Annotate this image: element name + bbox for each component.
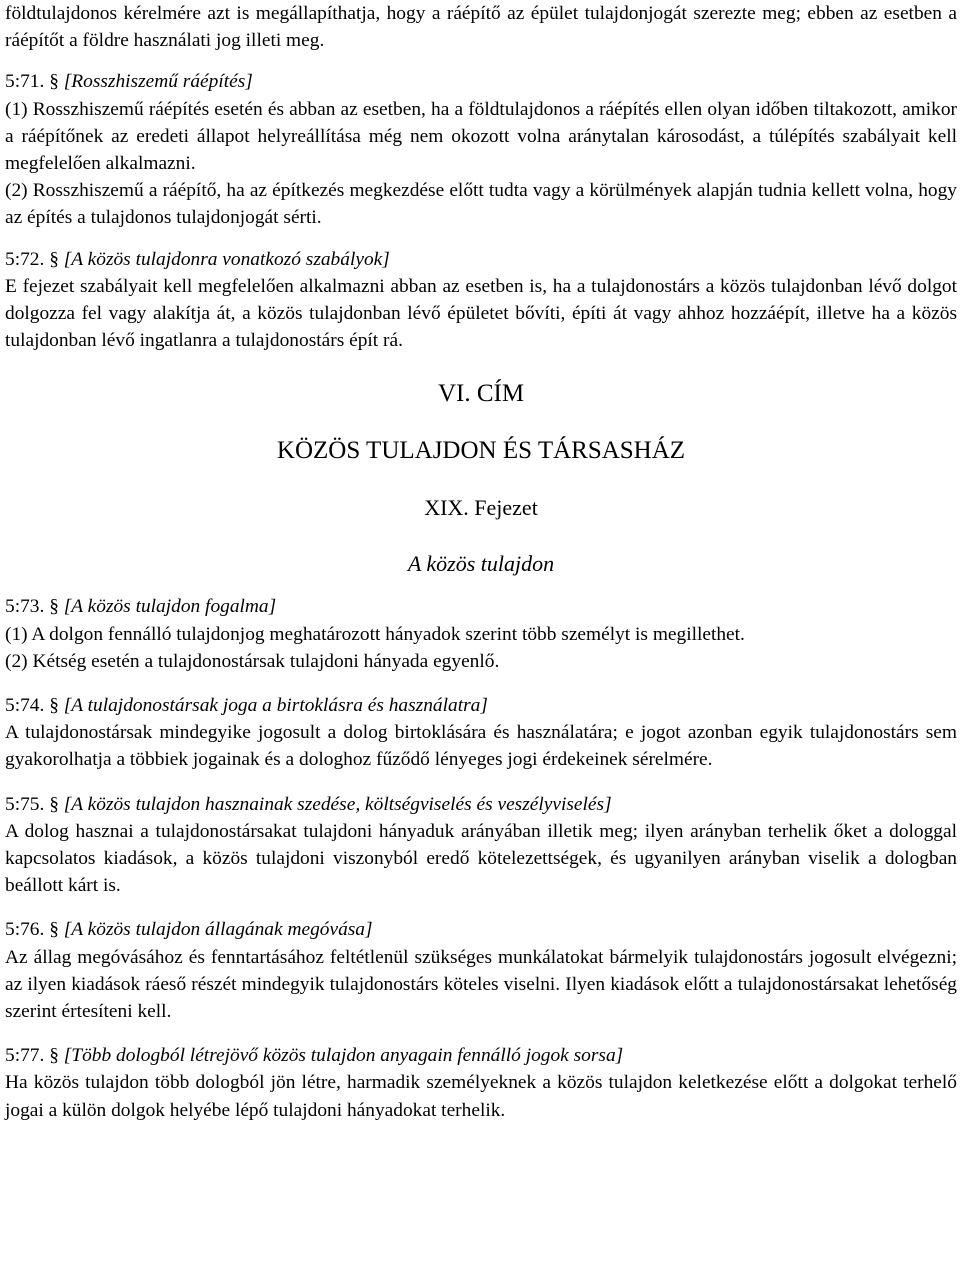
section-title: [A közös tulajdonra vonatkozó szabályok] xyxy=(63,248,390,270)
section-number: 5:73. xyxy=(5,596,45,618)
section-number: 5:72. xyxy=(5,248,45,270)
section-5-74 xyxy=(5,692,957,774)
section-title: [A közös tulajdon hasznainak szedése, költségviselés és veszélyviselés] xyxy=(63,793,612,815)
paragraph-sign: § xyxy=(49,919,59,941)
paragraph-sign: § xyxy=(49,71,59,93)
part-main-title: KÖZÖS TULAJDON ÉS TÁRSASHÁZ xyxy=(276,437,686,465)
section-heading xyxy=(5,1042,957,1069)
paragraph-sign: § xyxy=(49,793,59,815)
section-number: 5:76. xyxy=(5,919,45,941)
section-title: [A tulajdonostársak joga a birtoklásra és használatra] xyxy=(63,695,488,717)
section-number: 5:75. xyxy=(5,793,45,815)
paragraph-sign: § xyxy=(49,695,59,717)
section-number: 5:77. xyxy=(5,1045,45,1067)
paragraph-sign: § xyxy=(49,248,59,270)
paragraph-sign: § xyxy=(49,1045,59,1067)
chapter-subtitle: A közös tulajdon xyxy=(407,551,555,577)
section-heading xyxy=(5,916,957,943)
section-heading xyxy=(5,692,957,719)
part-title: VI. CÍM xyxy=(437,380,525,408)
section-number: 5:74. xyxy=(5,695,45,717)
chapter-title: XIX. Fejezet xyxy=(424,495,538,521)
section-heading xyxy=(5,246,957,273)
title-heading-block xyxy=(5,379,957,578)
section-paragraph: A tulajdonostársak mindegyike jogosult a dolog birtoklására és használatára; e jogot azonban egyik tulajdonostárs sem gyakorolhatja a többiek jogainak és a dologhoz fűződő lényeges jogi érdekeinek sérelmére. xyxy=(5,722,957,771)
section-heading xyxy=(5,791,957,818)
paragraph-sign: § xyxy=(49,596,59,618)
section-paragraph: A dolog hasznai a tulajdonostársakat tulajdoni hányaduk arányában illetik meg; ilyen arányban terhelik őket a dologgal kapcsolatos kiadások, a közös tulajdoni viszonyból eredő kötelezettségek, és ugyanilyen arányban viselik a dologban beállott kárt is. xyxy=(5,820,957,897)
section-title: [Rosszhiszemű ráépítés] xyxy=(63,71,253,93)
intro-paragraph: földtulajdonos kérelmére azt is megállapíthatja, hogy a ráépítő az épület tulajdonjogát szerezte meg; ebben az esetben a ráépítőt a földre használati jog illeti meg. xyxy=(5,3,957,52)
section-paragraph: (1) A dolgon fennálló tulajdonjog meghatározott hányadok szerint több személyt is megillethet. xyxy=(5,623,745,645)
document-content xyxy=(5,0,957,1124)
section-paragraph: E fejezet szabályait kell megfelelően alkalmazni abban az esetben is, ha a tulajdonostárs a közös tulajdonban lévő dolgot dolgozza fel vagy alakítja át, a közös tulajdonban lévő épületet bővíti, építi át vagy ahhoz hozzáépít, illetve ha a közös tulajdonban lévő ingatlanra a tulajdonostárs épít rá. xyxy=(5,275,957,352)
section-5-76 xyxy=(5,916,957,1025)
section-5-73 xyxy=(5,593,957,675)
section-number: 5:71. xyxy=(5,71,45,93)
section-title: [A közös tulajdon állagának megóvása] xyxy=(63,919,373,941)
section-paragraph: Az állag megóvásához és fenntartásához feltétlenül szükséges munkálatokat bármelyik tulajdonostárs jogosult elvégezni; az ilyen kiadások ráeső részét mindegyik tulajdonostárs köteles viselni. Ilyen kiadások előtt a tulajdonostársakat lehetőség szerint értesíteni kell. xyxy=(5,946,957,1023)
section-title: [Több dologból létrejövő közös tulajdon anyagain fennálló jogok sorsa] xyxy=(63,1045,624,1067)
section-paragraph: Ha közös tulajdon több dologból jön létre, harmadik személyeknek a közös tulajdon keletkezése előtt a dolgokat terhelő jogai a külön dolgok helyébe lépő tulajdoni hányadokat terhelik. xyxy=(5,1072,957,1121)
section-5-75 xyxy=(5,791,957,900)
section-5-72 xyxy=(5,246,957,355)
section-5-71 xyxy=(5,68,957,231)
section-heading xyxy=(5,68,957,95)
section-paragraph: (1) Rosszhiszemű ráépítés esetén és abban az esetben, ha a földtulajdonos a ráépítés ellen olyan időben tiltakozott, amikor a ráépítőnek az eredeti állapot helyreállítása még nem okozott volna aránytalan károsodást, a túlépítés szabályait kell megfelelően alkalmazni. xyxy=(5,98,957,175)
section-title: [A közös tulajdon fogalma] xyxy=(63,596,277,618)
section-paragraph: (2) Kétség esetén a tulajdonostársak tulajdoni hányada egyenlő. xyxy=(5,650,500,672)
section-heading xyxy=(5,593,957,620)
section-paragraph: (2) Rosszhiszemű a ráépítő, ha az építkezés megkezdése előtt tudta vagy a körülmények alapján tudnia kellett volna, hogy az építés a tulajdonos tulajdonjogát sérti. xyxy=(5,180,957,229)
section-5-77 xyxy=(5,1042,957,1124)
